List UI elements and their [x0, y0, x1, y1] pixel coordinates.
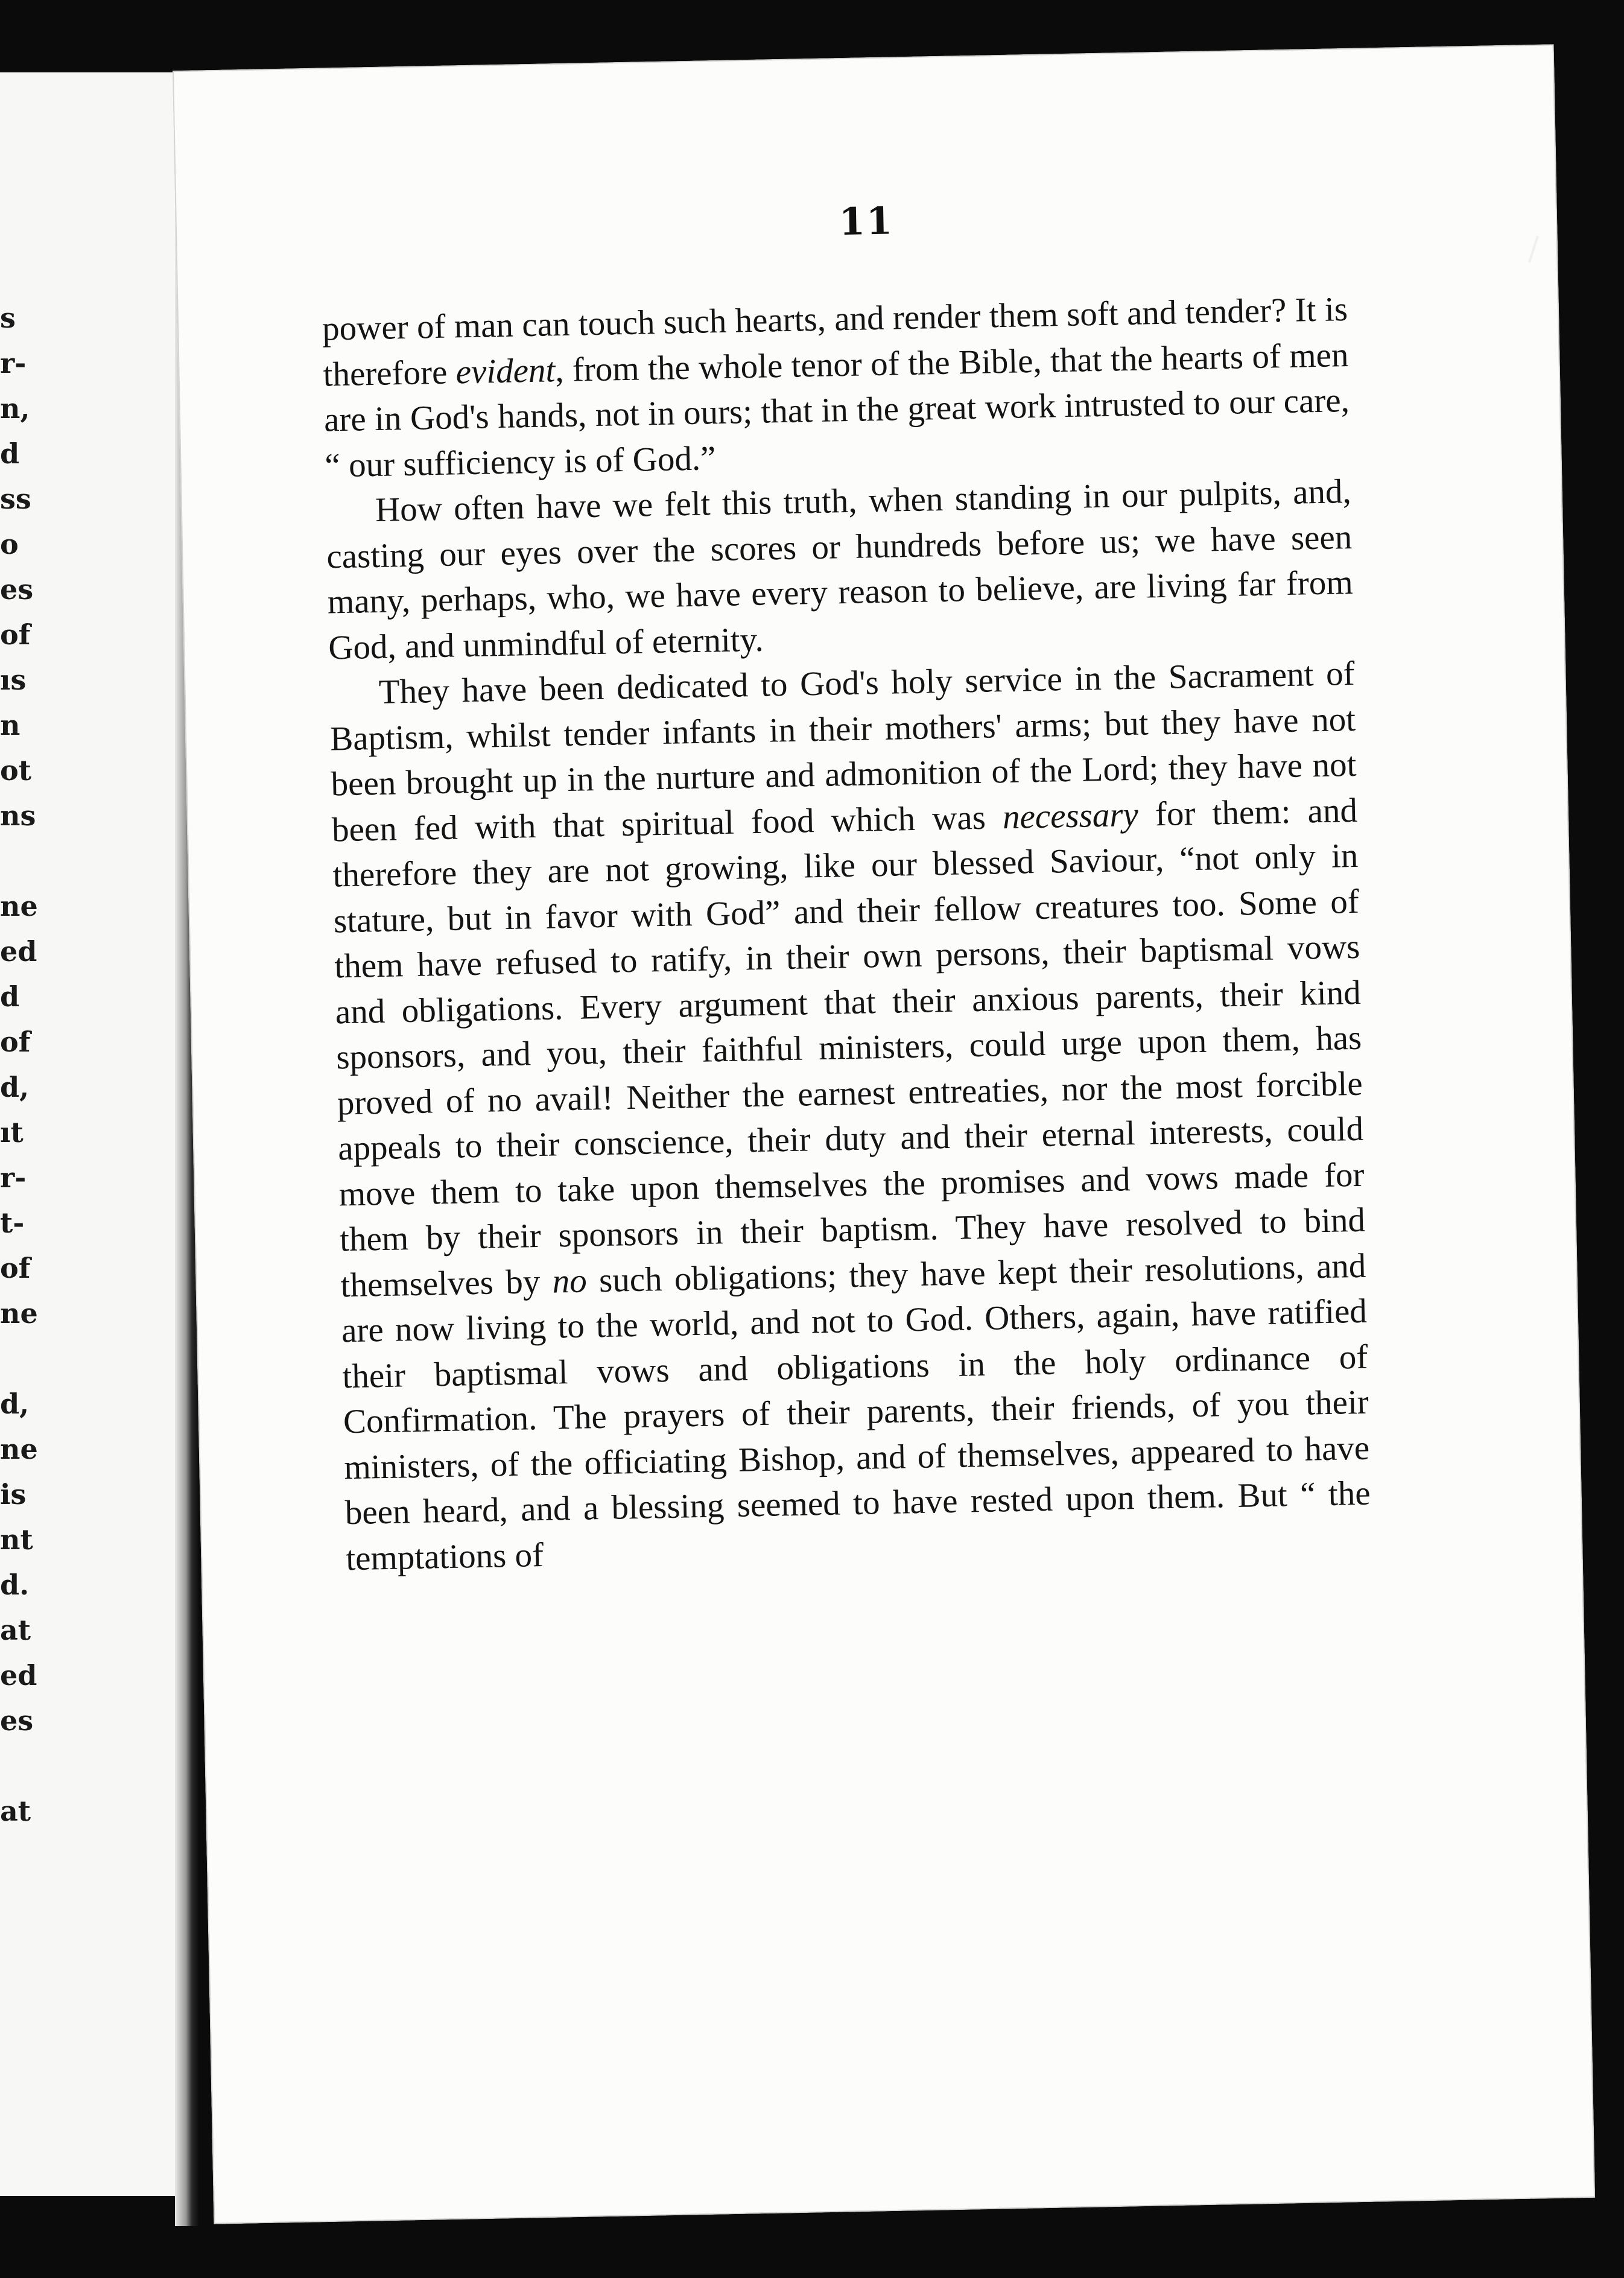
text-run: such obligations; they have kept their resolutions, and are now living to the world, and not to God. Others, again, have ratified their baptismal vows and obligations in the holy ordinance of Confirmation. The prayers of their parents, their friends, of you their ministers, of the officiating Bishop, and of themselves, appeared to have been heard, and a blessing seemed to have rested upon them. But “ the temptations of [341, 1246, 1371, 1578]
previous-page-fragment: of [0, 618, 31, 651]
text-run: How often have we felt this truth, when standing in our pulpits, and, casting our eyes over the scores or hundreds before us; we have seen many, perhaps, who, we have every reason to believe, are living far from God, and unmindful of eternity. [326, 472, 1354, 667]
previous-page-fragment: d [0, 980, 20, 1013]
previous-page-fragment: ed [0, 935, 37, 968]
previous-page-fragment: of [0, 1026, 31, 1058]
page-number: 11 [839, 198, 894, 244]
text-run: They have been dedicated to God's holy service in the Sacrament of Baptism, whilst tender infants in their mothers' arms; but they have not been brought up in the nurture and admonition of the Lord; they have not been fed with that spiritual food which was [329, 654, 1357, 849]
previous-page-fragment: is [0, 1478, 27, 1511]
paragraph [325, 469, 1354, 671]
previous-page-fragment: ot [0, 754, 31, 787]
previous-page-fragment: ne [0, 1297, 38, 1330]
previous-page-fragment: es [0, 573, 34, 606]
previous-page-fragment: n, [0, 392, 30, 425]
italic-text: no [552, 1261, 588, 1301]
previous-page-fragment: at [0, 1795, 31, 1827]
previous-page-fragment: ıt [0, 1116, 24, 1149]
previous-page-fragment: es [0, 1704, 34, 1737]
previous-page-fragment: ne [0, 1433, 38, 1465]
previous-page-edge [0, 72, 199, 2196]
paragraph [329, 651, 1372, 1581]
previous-page-fragment: d, [0, 1071, 30, 1103]
italic-text: necessary [1002, 795, 1139, 836]
previous-page-fragment: d, [0, 1388, 30, 1420]
previous-page-fragment: o [0, 528, 19, 560]
paragraph [322, 287, 1350, 489]
text-run: power of man can touch such hearts, and render them soft and tender? It is therefore [322, 290, 1348, 394]
previous-page-fragment: ıs [0, 664, 27, 696]
previous-page-fragment: n [0, 709, 21, 741]
book-page [173, 44, 1595, 2224]
previous-page-fragment: nt [0, 1523, 33, 1556]
previous-page-fragment: at [0, 1614, 31, 1646]
previous-page-fragment: ed [0, 1659, 37, 1692]
previous-page-fragment: s [0, 302, 16, 334]
previous-page-fragment: t- [0, 1207, 25, 1239]
text-run: , from the whole tenor of the Bible, that the hearts of men are in God's hands, not in ours; that in the great work intrusted to our care, “ our sufficiency is of God.” [323, 335, 1350, 485]
previous-page-fragment: ss [0, 483, 31, 515]
previous-page-fragment: of [0, 1252, 31, 1284]
previous-page-fragment: r- [0, 1161, 27, 1194]
previous-page-fragment: d [0, 437, 20, 470]
previous-page-fragment: d. [0, 1569, 30, 1601]
italic-text: evident [455, 351, 556, 391]
text-run: for them: and therefore they are not growing, like our blessed Saviour, “not only in stature, but in favor with God” and their fellow creatures too. Some of them have refused to ratify, in their own persons, their baptismal vows and obligations. Every argument that their anxious parents, their kind sponsors, and you, their faithful ministers, could urge upon them, has proved of no avail! Neither the earnest entreaties, nor the most forcible appeals to their conscience, their duty and their eternal interests, could move them to take upon themselves the promises and vows made for them by their sponsors in their baptism. They have resolved to bind themselves by [332, 791, 1366, 1304]
page-body-text [322, 287, 1371, 1581]
previous-page-fragment: ne [0, 890, 38, 922]
previous-page-fragment: r- [0, 347, 27, 379]
previous-page-fragment: ns [0, 799, 36, 832]
